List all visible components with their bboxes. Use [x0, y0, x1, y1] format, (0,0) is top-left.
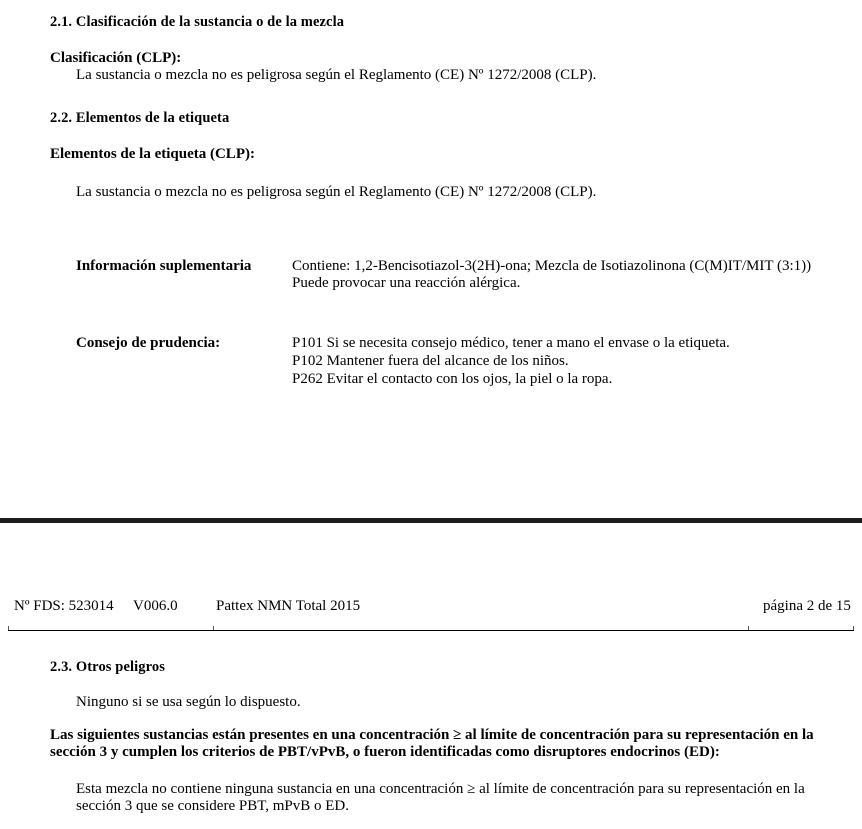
text-elementos-etiqueta-body: La sustancia o mezcla no es peligrosa según el Reglamento (CE) Nº 1272/2008 (CLP).: [76, 184, 597, 200]
text-pbt-body-line-2: sección 3 que se considere PBT, mPvB o ED.: [76, 798, 350, 814]
text-clasificacion-clp-body: La sustancia o mezcla no es peligrosa según el Reglamento (CE) Nº 1272/2008 (CLP).: [76, 67, 597, 83]
text-precautionary-p101: P101 Si se necesita consejo médico, tener a mano el envase o la etiqueta.: [292, 335, 730, 351]
label-informacion-suplementaria: Información suplementaria: [76, 258, 252, 274]
footer-rule-tick-mid-left: [213, 626, 214, 630]
footer-product-name: Pattex NMN Total 2015: [216, 598, 361, 614]
text-supplementary-line-1: Contiene: 1,2-Bencisotiazol-3(2H)-ona; Mezcla de Isotiazolinona (C(M)IT/MIT (3:1)): [292, 258, 812, 274]
footer-version: V006.0: [133, 598, 178, 614]
text-pbt-body-line-1: Esta mezcla no contiene ninguna sustancia en una concentración ≥ al límite de concentración para su representación en la: [76, 781, 805, 797]
footer-page-indicator: página 2 de 15: [763, 598, 851, 614]
heading-pbt-vpvb-line-1: Las siguientes sustancias están presentes en una concentración ≥ al límite de concentración para su representación en la: [50, 727, 814, 743]
subheading-clasificacion-clp: Clasificación (CLP):: [50, 50, 182, 66]
footer-rule: [8, 630, 854, 631]
footer-fds-number: Nº FDS: 523014: [14, 598, 114, 614]
heading-section-2-3: 2.3. Otros peligros: [50, 659, 165, 675]
heading-section-2-2: 2.2. Elementos de la etiqueta: [50, 110, 230, 126]
heading-pbt-vpvb-line-2: sección 3 y cumplen los criterios de PBT/vPvB, o fueron identificadas como disruptores endocrinos (ED):: [50, 744, 720, 760]
footer-rule-tick-left: [8, 626, 9, 630]
subheading-elementos-etiqueta-clp: Elementos de la etiqueta (CLP):: [50, 146, 255, 162]
text-precautionary-p102: P102 Mantener fuera del alcance de los niños.: [292, 353, 569, 369]
footer-rule-tick-mid-right: [748, 626, 749, 630]
page-break-separator: [0, 518, 862, 523]
label-consejo-de-prudencia: Consejo de prudencia:: [76, 335, 221, 351]
text-otros-peligros-body: Ninguno si se usa según lo dispuesto.: [76, 694, 301, 710]
footer-rule-tick-right: [853, 626, 854, 630]
text-precautionary-p262: P262 Evitar el contacto con los ojos, la piel o la ropa.: [292, 371, 613, 387]
heading-section-2-1: 2.1. Clasificación de la sustancia o de la mezcla: [50, 14, 345, 30]
text-supplementary-line-2: Puede provocar una reacción alérgica.: [292, 275, 521, 291]
